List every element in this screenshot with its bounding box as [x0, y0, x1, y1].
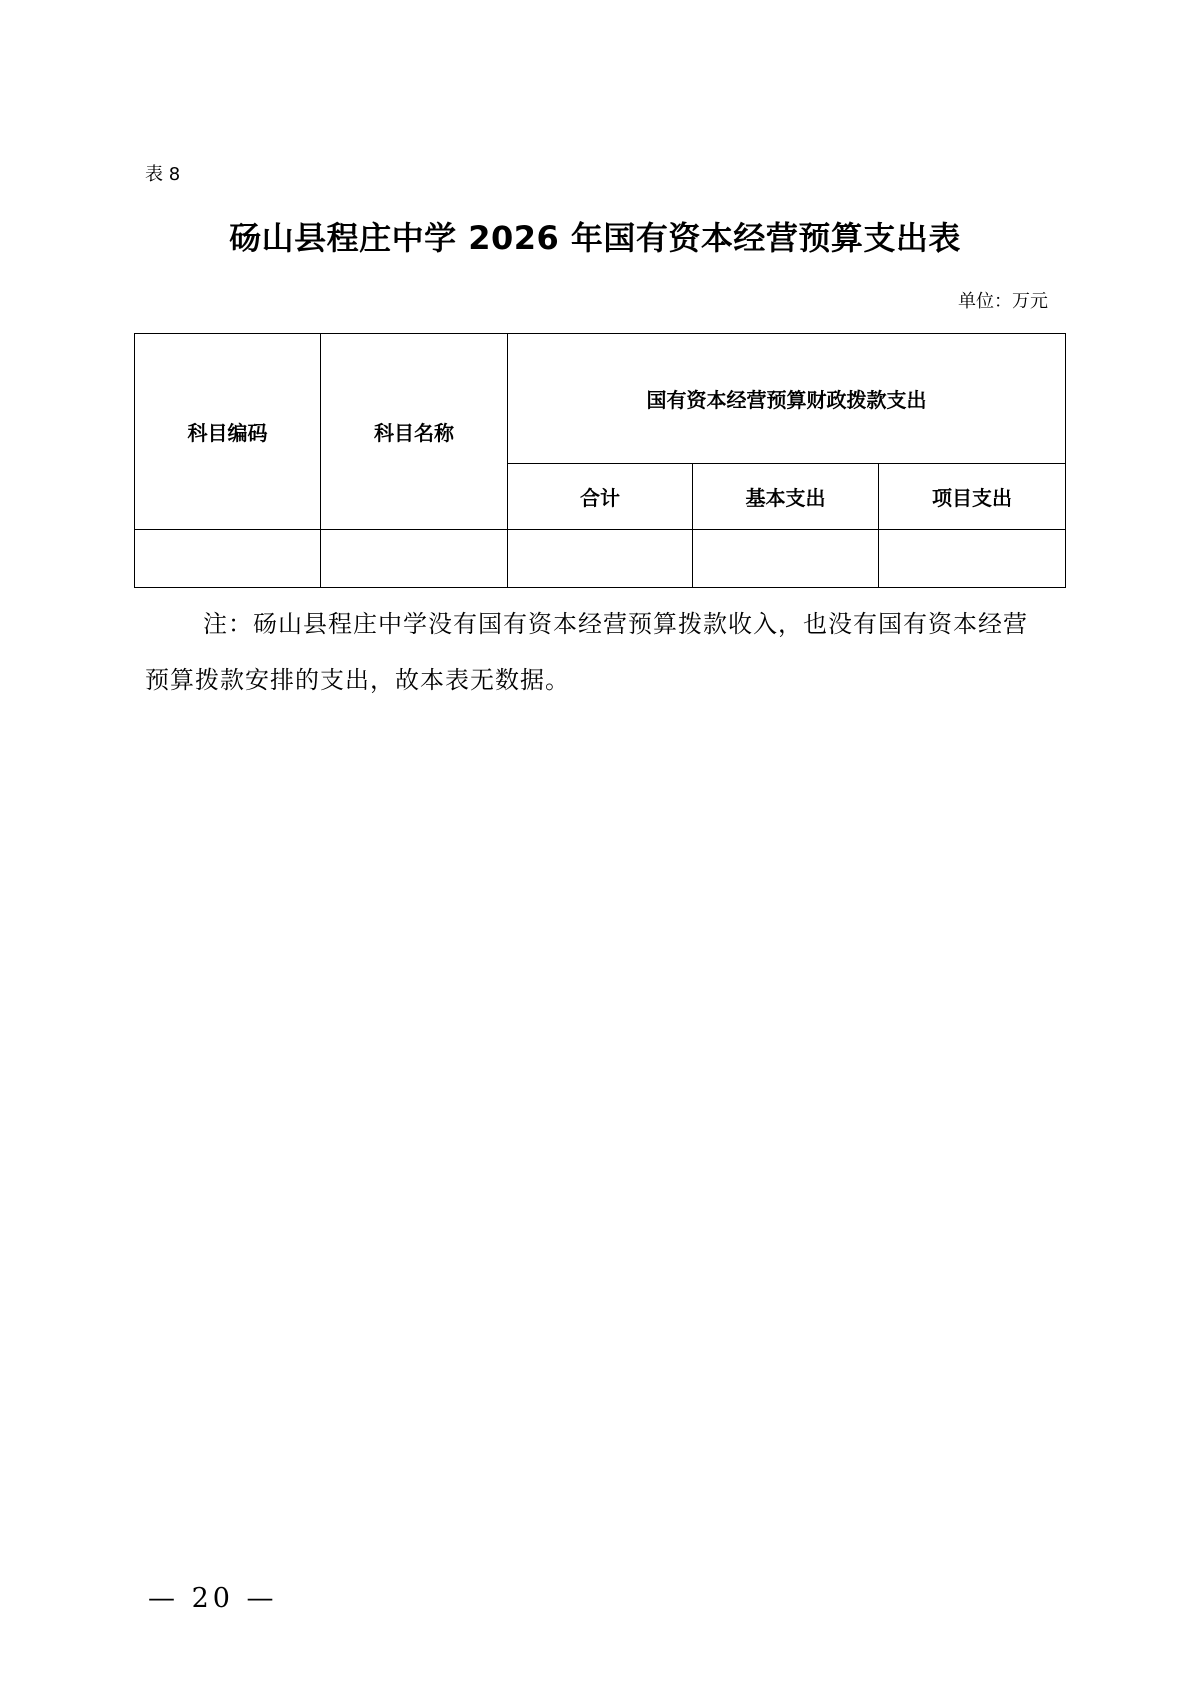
header-total: 合计: [508, 464, 693, 530]
table-cell: [693, 530, 879, 588]
table-cell: [879, 530, 1066, 588]
page-number: — 20 —: [148, 1583, 278, 1614]
unit-label: 单位：万元: [958, 291, 1048, 312]
table-header-row: [135, 334, 1066, 464]
header-basic-expenditure: 基本支出: [693, 464, 879, 530]
document-title: 砀山县程庄中学 2026 年国有资本经营预算支出表: [229, 219, 961, 257]
budget-table: [134, 333, 1066, 588]
note-paragraph: 注：砀山县程庄中学没有国有资本经营预算拨款收入，也没有国有资本经营预算拨款安排的支出，故本表无数据。: [145, 610, 1028, 694]
header-project-expenditure: 项目支出: [879, 464, 1066, 530]
table-cell: [508, 530, 693, 588]
table-cell: [135, 530, 321, 588]
table-cell: [321, 530, 508, 588]
table-label: 表 8: [145, 164, 181, 185]
header-subject-name: 科目名称: [321, 334, 508, 530]
header-expenditure-group: 国有资本经营预算财政拨款支出: [508, 334, 1066, 464]
table-row: [135, 530, 1066, 588]
header-subject-code: 科目编码: [135, 334, 321, 530]
